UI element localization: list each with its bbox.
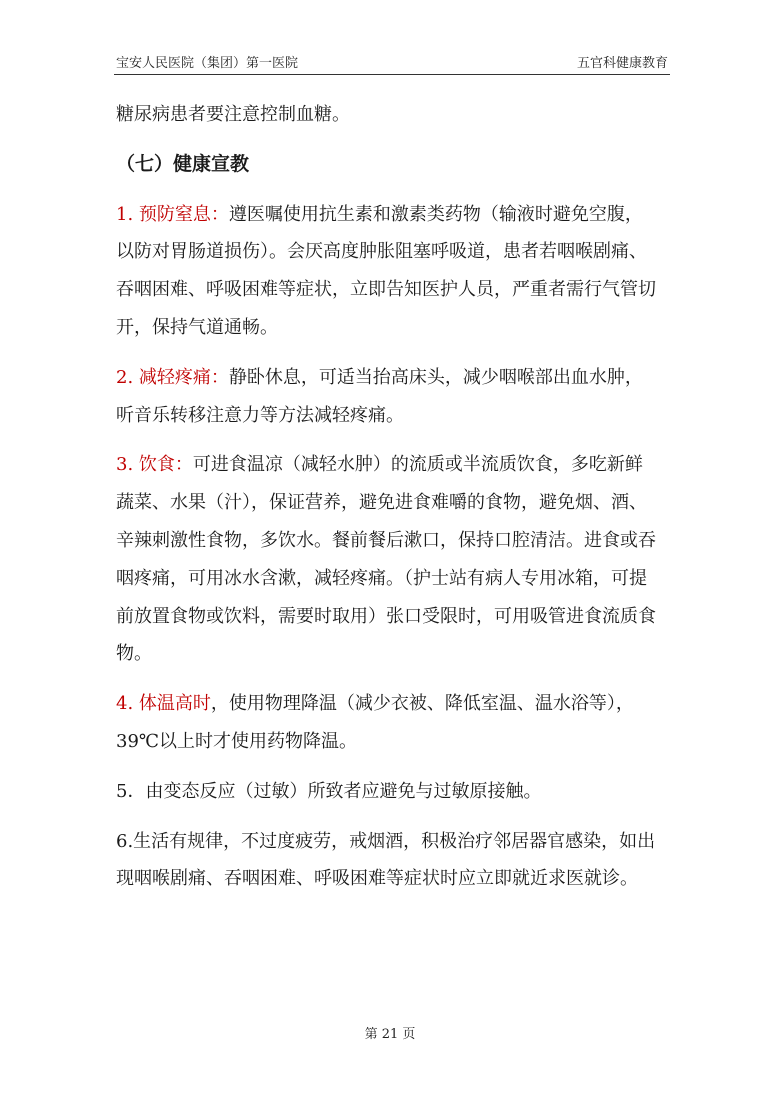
item-3-line-6: 物。 — [116, 643, 152, 665]
item-3-line-1 — [116, 446, 668, 484]
page-number: 第 21 页 — [364, 1027, 416, 1042]
item-3-label: 3. 饮食： — [116, 454, 193, 476]
item-3-line-5: 前放置食物或饮料，需要时取用）张口受限时，可用吸管进食流质食 — [116, 605, 656, 627]
item-4-label: 4. 体温高时 — [116, 693, 211, 715]
item-4-line-2: 39℃以上时才使用药物降温。 — [116, 730, 358, 752]
item-3-line-2: 蔬菜、水果（汁），保证营养，避免进食难嚼的食物，避免烟、酒、 — [116, 492, 647, 514]
document-body — [116, 96, 668, 898]
item-3-line-3: 辛辣刺激性食物，多饮水。餐前餐后漱口，保持口腔清洁。进食或吞 — [116, 529, 656, 551]
item-3-line-4: 咽疼痛，可用冰水含漱，减轻疼痛。（护士站有病人专用冰箱，可提 — [116, 567, 647, 589]
item-1-line-4: 开，保持气道通畅。 — [116, 316, 278, 338]
item-6-line-1: 6.生活有规律，不过度疲劳，戒烟酒，积极治疗邻居器官感染，如出 — [116, 830, 656, 852]
item-1-line-3: 吞咽困难、呼吸困难等症状，立即告知医护人员，严重者需行气管切 — [116, 279, 656, 301]
item-2-text: 静卧休息，可适当抬高床头，减少咽喉部出血水肿， — [228, 366, 643, 388]
item-1-label: 1. 预防窒息： — [116, 203, 229, 225]
item-4-line-1 — [116, 685, 668, 723]
item-3-text: 可进食温凉（减轻水肿）的流质或半流质饮食，多吃新鲜 — [192, 454, 643, 476]
intro-line: 糖尿病患者要注意控制血糖。 — [116, 104, 350, 125]
item-4-text: ，使用物理降温（减少衣被、降低室温、温水浴等）， — [210, 693, 634, 715]
header-hospital-name: 宝安人民医院（集团）第一医院 — [116, 56, 299, 71]
section-title: （七）健康宣教 — [116, 152, 250, 175]
header-department-title: 五官科健康教育 — [576, 56, 668, 71]
header-divider — [114, 74, 670, 75]
item-1-line-2: 以防对胃肠道损伤）。会厌高度肿胀阻塞呼吸道，患者若咽喉剧痛、 — [116, 241, 647, 263]
page-header — [116, 50, 668, 72]
item-2-label: 2. 减轻疼痛： — [116, 366, 229, 388]
item-2-line-1 — [116, 359, 668, 397]
item-5-line: 5．由变态反应（过敏）所致者应避免与过敏原接触。 — [116, 780, 542, 802]
item-2-line-2: 听音乐转移注意力等方法减轻疼痛。 — [116, 404, 404, 426]
item-1-line-1 — [116, 196, 668, 234]
item-1-text: 遵医嘱使用抗生素和激素类药物（输液时避免空腹， — [228, 203, 643, 225]
item-6-line-2: 现咽喉剧痛、吞咽困难、呼吸困难等症状时应立即就近求医就诊。 — [116, 868, 638, 890]
